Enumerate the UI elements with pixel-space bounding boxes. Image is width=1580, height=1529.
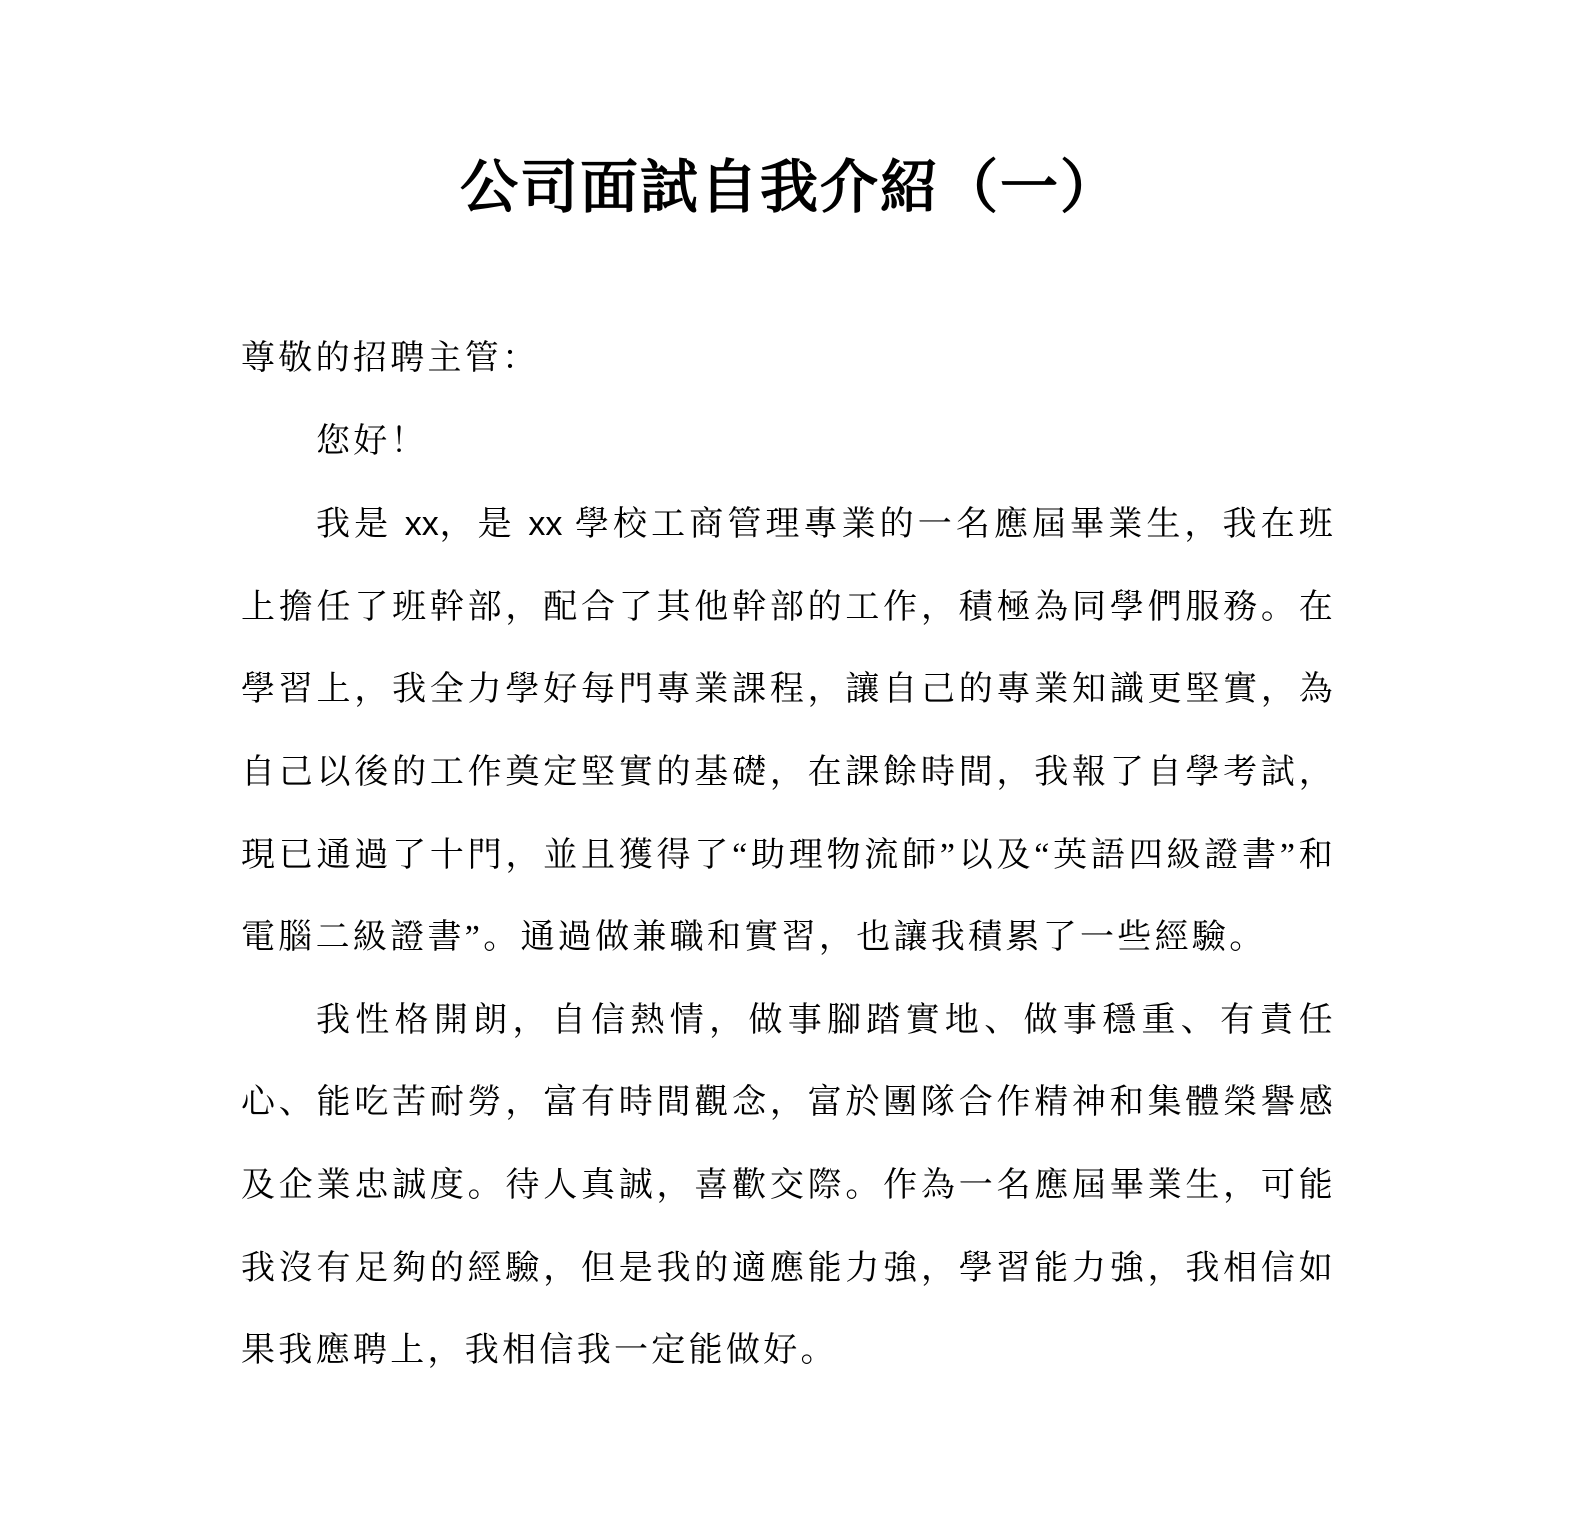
paragraph-text: ，是 — [438, 506, 529, 544]
paragraph-personality: 我性格開朗，自信熱情，做事腳踏實地、做事穩重、有責任心、能吃苦耐勞，富有時間觀念，富於團隊合作精神和集體榮譽感及企業忠誠度。待人真誠，喜歡交際。作為一名應屆畢業生，可能我沒有足夠的經驗，但是我的適應能力強，學習能力強，我相信如果我應聘上，我相信我一定能做好。 — [241, 1001, 1336, 1370]
placeholder-name: xx — [404, 505, 439, 544]
placeholder-school: xx — [528, 505, 563, 544]
paragraph-introduction — [241, 483, 1336, 980]
paragraph-text: 我是 — [316, 506, 405, 544]
greeting: 您好！ — [316, 422, 428, 460]
document-title: 公司面試自我介紹（一） — [459, 155, 1120, 220]
paragraph-text: 學校工商管理專業的一名應屆畢業生，我在班上擔任了班幹部，配合了其他幹部的工作，積極為同學們服務。在學習上，我全力學好每門專業課程，讓自己的專業知識更堅實，為自己以後的工作奠定堅實的基礎，在課餘時間，我報了自學考試，現已通過了十門，並且獲得了“助理物流師”以及“英語四級證書”和電腦二級證書”。通過做兼職和實習，也讓我積累了一些經驗。 — [241, 506, 1336, 957]
document-body — [241, 318, 1336, 1393]
salutation: 尊敬的招聘主管： — [241, 340, 540, 377]
